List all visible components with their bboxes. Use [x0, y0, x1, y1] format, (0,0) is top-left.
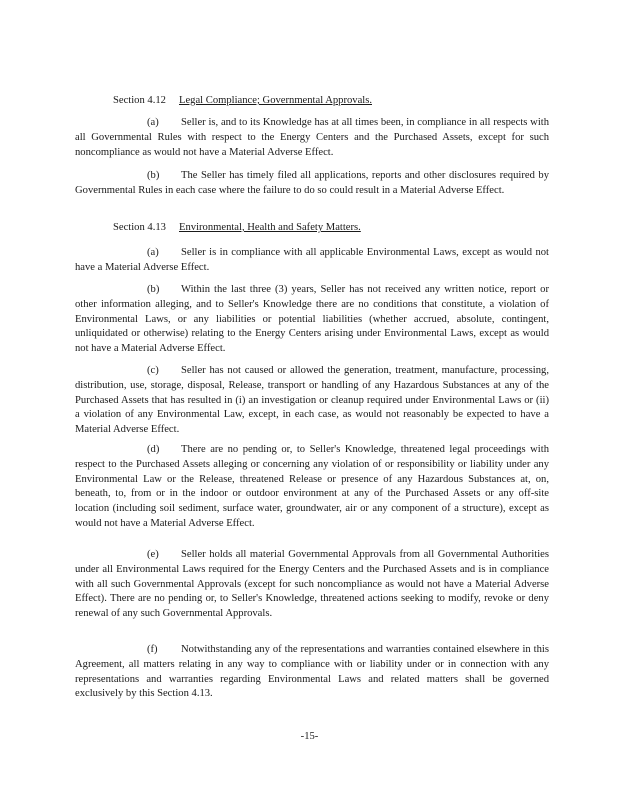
- section-label: Section 4.12: [113, 95, 166, 106]
- paragraph-text: Seller is in compliance with all applicable Environmental Laws, except as would not have a Material Adverse Effect.: [75, 247, 549, 273]
- paragraph-number: (e): [147, 549, 159, 560]
- paragraph-number: (f): [147, 644, 158, 655]
- paragraph-text: There are no pending or, to Seller's Knowledge, threatened legal proceedings with respect to the Purchased Assets alleging or concerning any violation of or responsibility or liability under any Environmental Law or the Release, threatened Release or presence of any Hazardous Substances at, on, beneath, to, from or in the indoor or outdoor environment at any of the Purchased Assets or any off-site location (including soil sediment, surface water, groundwater, air or any component of a structure), except as would not have a Material Adverse Effect.: [75, 444, 549, 529]
- paragraph-number: (c): [147, 365, 159, 376]
- paragraph-4-13-a: [75, 246, 549, 276]
- paragraph-number: (a): [147, 247, 159, 258]
- paragraph-4-12-b: [75, 169, 549, 199]
- paragraph-number: (b): [147, 284, 160, 295]
- paragraph-4-13-e: [75, 548, 549, 622]
- paragraph-4-13-b: [75, 283, 549, 357]
- paragraph-number: (a): [147, 117, 159, 128]
- section-title: Environmental, Health and Safety Matters.: [179, 222, 361, 233]
- paragraph-number: (b): [147, 170, 160, 181]
- section-4-12-heading: [113, 95, 372, 106]
- paragraph-text: Seller is, and to its Knowledge has at all times been, in compliance in all respects with all Governmental Rules with respect to the Energy Centers and the Purchased Assets, except for such noncompliance as would not have a Material Adverse Effect.: [75, 117, 549, 158]
- section-title: Legal Compliance; Governmental Approvals.: [179, 95, 372, 106]
- paragraph-4-13-f: [75, 643, 549, 702]
- paragraph-4-12-a: [75, 116, 549, 160]
- paragraph-text: Notwithstanding any of the representations and warranties contained elsewhere in this Agreement, all matters relating in any way to compliance with or liability under or in connection with any representations and warranties regarding Environmental Laws and related matters shall be governed exclusively by this Section 4.13.: [75, 644, 549, 700]
- section-4-13-heading: [113, 222, 361, 233]
- page-number: -15-: [300, 731, 319, 742]
- paragraph-text: Seller has not caused or allowed the generation, treatment, manufacture, processing, distribution, use, storage, disposal, Release, transport or handling of any Hazardous Substances at any of the Purchased Assets that has resulted in (i) an investigation or cleanup required under Environmental Laws or (ii) a violation of any Environmental Law, except, in each case, as would not reasonably be expected to have a Material Adverse Effect.: [75, 365, 549, 436]
- section-label: Section 4.13: [113, 222, 166, 233]
- paragraph-4-13-c: [75, 364, 549, 438]
- paragraph-4-13-d: [75, 443, 549, 532]
- paragraph-text: The Seller has timely filed all applications, reports and other disclosures required by Governmental Rules in each case where the failure to do so could result in a Material Adverse Effect.: [75, 170, 549, 196]
- paragraph-text: Seller holds all material Governmental Approvals from all Governmental Authorities under all Environmental Laws required for the Energy Centers and the Purchased Assets and is in compliance with all such Governmental Approvals (except for such noncompliance as would not have a Material Adverse Effect). There are no pending or, to Seller's Knowledge, threatened actions seeking to modify, revoke or deny renewal of any such Governmental Approvals.: [75, 549, 549, 620]
- paragraph-number: (d): [147, 444, 160, 455]
- paragraph-text: Within the last three (3) years, Seller has not received any written notice, report or other information alleging, and to Seller's Knowledge there are no conditions that constitute, a violation of Environmental Laws, or any liabilities or potential liabilities (whether accrued, absolute, contingent, unliquidated or otherwise) relating to the Energy Centers arising under Environmental Laws, except as would not have a Material Adverse Effect.: [75, 284, 549, 355]
